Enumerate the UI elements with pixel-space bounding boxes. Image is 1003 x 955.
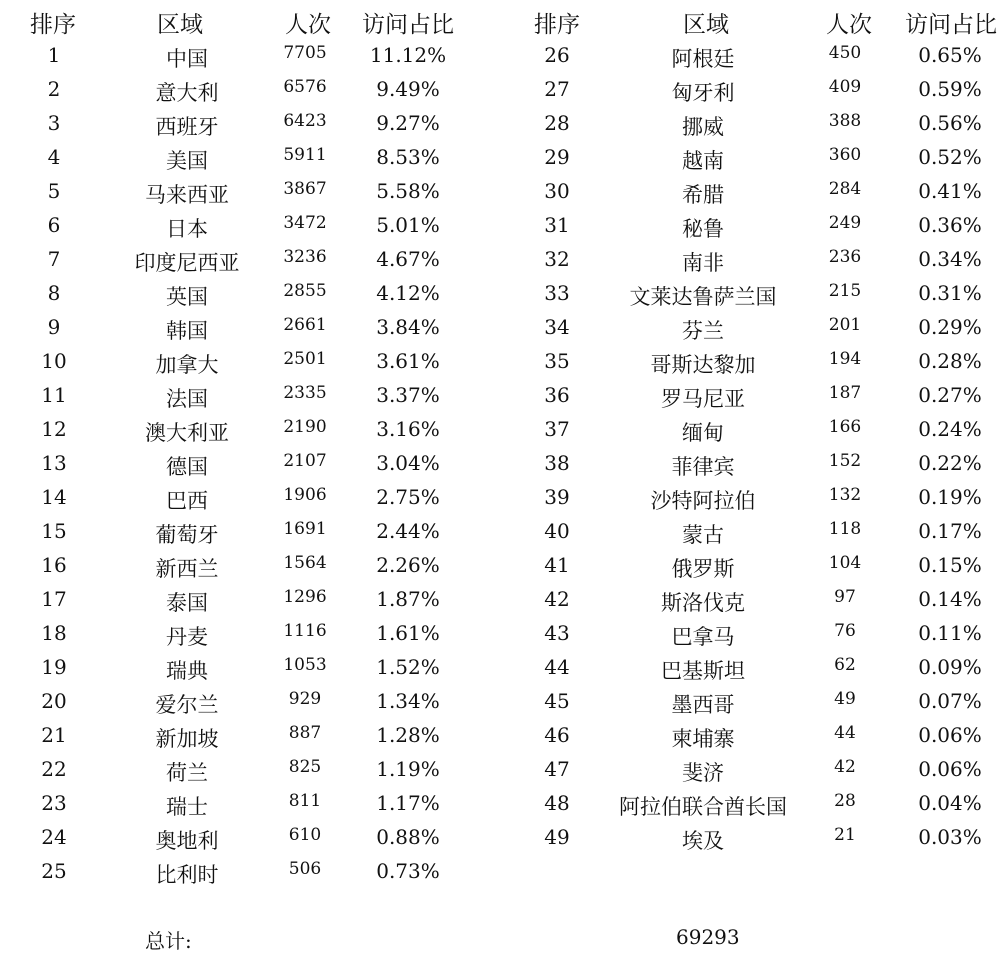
visits-cell: 1053 xyxy=(283,655,327,675)
share-cell: 0.59% xyxy=(918,77,982,101)
share-cell: 1.61% xyxy=(376,621,440,645)
rank-cell: 39 xyxy=(544,485,570,509)
region-cell: 日本 xyxy=(166,217,208,241)
rank-cell: 34 xyxy=(544,315,570,339)
visits-cell: 166 xyxy=(828,417,862,437)
rank-cell: 48 xyxy=(544,791,570,815)
visits-cell: 62 xyxy=(834,655,856,675)
share-cell: 8.53% xyxy=(376,145,440,169)
region-cell: 泰国 xyxy=(166,591,208,615)
region-cell: 印度尼西亚 xyxy=(134,251,240,275)
rank-cell: 42 xyxy=(544,587,570,611)
region-cell: 哥斯达黎加 xyxy=(650,353,756,377)
share-cell: 3.04% xyxy=(376,451,440,475)
share-cell: 2.26% xyxy=(376,553,440,577)
region-cell: 新西兰 xyxy=(155,557,219,581)
rank-cell: 46 xyxy=(544,723,570,747)
visits-cell: 201 xyxy=(828,315,862,335)
region-cell: 韩国 xyxy=(166,319,208,343)
rank-cell: 41 xyxy=(544,553,570,577)
region-cell: 柬埔寨 xyxy=(671,727,735,751)
left-header-region: 区域 xyxy=(157,12,203,38)
region-cell: 法国 xyxy=(166,387,208,411)
region-cell: 秘鲁 xyxy=(682,217,724,241)
share-cell: 4.67% xyxy=(376,247,440,271)
region-cell: 希腊 xyxy=(682,183,724,207)
left-header-rank: 排序 xyxy=(30,12,76,38)
visits-cell: 118 xyxy=(828,519,862,539)
visits-cell: 49 xyxy=(834,689,856,709)
region-cell: 加拿大 xyxy=(155,353,219,377)
region-cell: 瑞典 xyxy=(166,659,208,683)
share-cell: 0.19% xyxy=(918,485,982,509)
share-cell: 0.06% xyxy=(918,723,982,747)
rank-cell: 8 xyxy=(47,281,61,305)
region-cell: 菲律宾 xyxy=(671,455,735,479)
left-header-visits: 人次 xyxy=(285,12,331,38)
share-cell: 0.22% xyxy=(918,451,982,475)
visits-cell: 2855 xyxy=(283,281,327,301)
visits-cell: 6423 xyxy=(283,111,327,131)
share-cell: 0.14% xyxy=(918,587,982,611)
region-cell: 荷兰 xyxy=(166,761,208,785)
rank-cell: 36 xyxy=(544,383,570,407)
visits-cell: 21 xyxy=(834,825,856,845)
visits-cell: 236 xyxy=(828,247,862,267)
share-cell: 0.24% xyxy=(918,417,982,441)
region-cell: 德国 xyxy=(166,455,208,479)
region-cell: 阿拉伯联合酋长国 xyxy=(619,795,787,819)
share-cell: 0.56% xyxy=(918,111,982,135)
rank-cell: 17 xyxy=(41,587,67,611)
rank-cell: 47 xyxy=(544,757,570,781)
visits-cell: 3867 xyxy=(283,179,327,199)
rank-cell: 1 xyxy=(47,43,61,67)
rank-cell: 38 xyxy=(544,451,570,475)
visits-cell: 409 xyxy=(828,77,862,97)
region-cell: 葡萄牙 xyxy=(155,523,219,547)
visits-cell: 132 xyxy=(828,485,862,505)
share-cell: 0.06% xyxy=(918,757,982,781)
total-value: 69293 xyxy=(676,925,740,949)
rank-cell: 35 xyxy=(544,349,570,373)
rank-cell: 19 xyxy=(41,655,67,679)
visits-cell: 5911 xyxy=(283,145,327,165)
region-cell: 匈牙利 xyxy=(671,81,735,105)
share-cell: 1.87% xyxy=(376,587,440,611)
visits-cell: 194 xyxy=(828,349,862,369)
share-cell: 1.19% xyxy=(376,757,440,781)
visits-cell: 1296 xyxy=(283,587,327,607)
region-cell: 中国 xyxy=(166,47,208,71)
rank-cell: 11 xyxy=(41,383,67,407)
share-cell: 9.27% xyxy=(376,111,440,135)
region-cell: 阿根廷 xyxy=(671,47,735,71)
region-cell: 斐济 xyxy=(682,761,724,785)
visits-cell: 360 xyxy=(828,145,862,165)
region-cell: 斯洛伐克 xyxy=(661,591,745,615)
region-cell: 爱尔兰 xyxy=(155,693,219,717)
rank-cell: 27 xyxy=(544,77,570,101)
visits-cell: 450 xyxy=(828,43,862,63)
region-cell: 埃及 xyxy=(682,829,724,853)
share-cell: 1.52% xyxy=(376,655,440,679)
visits-cell: 1906 xyxy=(283,485,327,505)
share-cell: 1.17% xyxy=(376,791,440,815)
visits-cell: 6576 xyxy=(283,77,327,97)
region-cell: 丹麦 xyxy=(166,625,208,649)
rank-cell: 20 xyxy=(41,689,67,713)
rank-cell: 37 xyxy=(544,417,570,441)
rank-cell: 45 xyxy=(544,689,570,713)
rank-cell: 22 xyxy=(41,757,67,781)
rank-cell: 9 xyxy=(47,315,61,339)
region-cell: 文莱达鲁萨兰国 xyxy=(629,285,777,309)
share-cell: 9.49% xyxy=(376,77,440,101)
region-cell: 罗马尼亚 xyxy=(661,387,745,411)
visits-cell: 42 xyxy=(834,757,856,777)
rank-cell: 14 xyxy=(41,485,67,509)
visits-cell: 2501 xyxy=(283,349,327,369)
region-cell: 澳大利亚 xyxy=(145,421,229,445)
region-cell: 巴拿马 xyxy=(671,625,735,649)
region-cell: 蒙古 xyxy=(682,523,724,547)
visits-cell: 2107 xyxy=(283,451,327,471)
visits-cell: 187 xyxy=(828,383,862,403)
rank-cell: 6 xyxy=(47,213,61,237)
share-cell: 0.88% xyxy=(376,825,440,849)
rank-cell: 21 xyxy=(41,723,67,747)
right-header-share: 访问占比 xyxy=(905,12,997,38)
share-cell: 5.58% xyxy=(376,179,440,203)
visits-cell: 3472 xyxy=(283,213,327,233)
share-cell: 0.36% xyxy=(918,213,982,237)
share-cell: 0.04% xyxy=(918,791,982,815)
rank-cell: 3 xyxy=(47,111,61,135)
rank-cell: 24 xyxy=(41,825,67,849)
share-cell: 3.61% xyxy=(376,349,440,373)
rank-cell: 7 xyxy=(47,247,61,271)
rank-cell: 18 xyxy=(41,621,67,645)
visits-cell: 388 xyxy=(828,111,862,131)
rank-cell: 25 xyxy=(41,859,67,883)
region-cell: 奥地利 xyxy=(155,829,219,853)
rank-cell: 26 xyxy=(544,43,570,67)
visits-cell: 811 xyxy=(288,791,322,811)
rank-cell: 49 xyxy=(544,825,570,849)
region-cell: 缅甸 xyxy=(682,421,724,445)
region-cell: 马来西亚 xyxy=(145,183,229,207)
region-cell: 英国 xyxy=(166,285,208,309)
visits-cell: 610 xyxy=(288,825,322,845)
visits-cell: 825 xyxy=(288,757,322,777)
rank-cell: 12 xyxy=(41,417,67,441)
visits-cell: 3236 xyxy=(283,247,327,267)
share-cell: 0.31% xyxy=(918,281,982,305)
region-cell: 意大利 xyxy=(155,81,219,105)
share-cell: 0.17% xyxy=(918,519,982,543)
visits-cell: 97 xyxy=(834,587,856,607)
share-cell: 0.28% xyxy=(918,349,982,373)
rank-cell: 44 xyxy=(544,655,570,679)
share-cell: 0.73% xyxy=(376,859,440,883)
share-cell: 0.15% xyxy=(918,553,982,577)
region-cell: 瑞士 xyxy=(166,795,208,819)
share-cell: 0.09% xyxy=(918,655,982,679)
share-cell: 0.11% xyxy=(918,621,982,645)
share-cell: 4.12% xyxy=(376,281,440,305)
visits-cell: 506 xyxy=(288,859,322,879)
share-cell: 0.52% xyxy=(918,145,982,169)
share-cell: 2.44% xyxy=(376,519,440,543)
region-cell: 巴基斯坦 xyxy=(661,659,745,683)
left-header-share: 访问占比 xyxy=(362,12,454,38)
region-cell: 西班牙 xyxy=(155,115,219,139)
share-cell: 0.65% xyxy=(918,43,982,67)
visits-cell: 1116 xyxy=(283,621,327,641)
visits-cell: 7705 xyxy=(283,43,327,63)
visits-cell: 1691 xyxy=(283,519,327,539)
share-cell: 2.75% xyxy=(376,485,440,509)
total-label: 总计: xyxy=(145,929,192,953)
visits-cell: 28 xyxy=(834,791,856,811)
rank-cell: 29 xyxy=(544,145,570,169)
share-cell: 11.12% xyxy=(369,43,447,67)
rank-cell: 10 xyxy=(41,349,67,373)
rank-cell: 5 xyxy=(47,179,61,203)
share-cell: 3.84% xyxy=(376,315,440,339)
share-cell: 0.34% xyxy=(918,247,982,271)
rank-cell: 33 xyxy=(544,281,570,305)
visits-cell: 284 xyxy=(828,179,862,199)
share-cell: 1.34% xyxy=(376,689,440,713)
share-cell: 3.37% xyxy=(376,383,440,407)
right-header-visits: 人次 xyxy=(826,12,872,38)
visits-cell: 887 xyxy=(288,723,322,743)
rank-cell: 32 xyxy=(544,247,570,271)
visits-cell: 2190 xyxy=(283,417,327,437)
region-cell: 比利时 xyxy=(155,863,219,887)
share-cell: 1.28% xyxy=(376,723,440,747)
visits-cell: 2335 xyxy=(283,383,327,403)
visits-cell: 104 xyxy=(828,553,862,573)
visits-cell: 215 xyxy=(828,281,862,301)
region-cell: 俄罗斯 xyxy=(671,557,735,581)
rank-cell: 2 xyxy=(47,77,61,101)
region-cell: 巴西 xyxy=(166,489,208,513)
rank-cell: 31 xyxy=(544,213,570,237)
region-cell: 新加坡 xyxy=(155,727,219,751)
rank-cell: 4 xyxy=(47,145,61,169)
share-cell: 5.01% xyxy=(376,213,440,237)
visits-cell: 1564 xyxy=(283,553,327,573)
visits-cell: 44 xyxy=(834,723,856,743)
share-cell: 0.41% xyxy=(918,179,982,203)
visits-cell: 929 xyxy=(288,689,322,709)
rank-cell: 23 xyxy=(41,791,67,815)
right-header-rank: 排序 xyxy=(534,12,580,38)
share-cell: 0.27% xyxy=(918,383,982,407)
rank-cell: 13 xyxy=(41,451,67,475)
region-cell: 美国 xyxy=(166,149,208,173)
region-cell: 沙特阿拉伯 xyxy=(650,489,756,513)
region-cell: 南非 xyxy=(682,251,724,275)
visits-cell: 249 xyxy=(828,213,862,233)
rank-cell: 30 xyxy=(544,179,570,203)
rank-cell: 16 xyxy=(41,553,67,577)
region-cell: 墨西哥 xyxy=(671,693,735,717)
rank-cell: 40 xyxy=(544,519,570,543)
region-cell: 挪威 xyxy=(682,115,724,139)
share-cell: 0.07% xyxy=(918,689,982,713)
region-cell: 芬兰 xyxy=(682,319,724,343)
share-cell: 3.16% xyxy=(376,417,440,441)
right-header-region: 区域 xyxy=(683,12,729,38)
rank-cell: 28 xyxy=(544,111,570,135)
rank-cell: 43 xyxy=(544,621,570,645)
visits-cell: 76 xyxy=(834,621,856,641)
share-cell: 0.03% xyxy=(918,825,982,849)
visits-cell: 152 xyxy=(828,451,862,471)
rank-cell: 15 xyxy=(41,519,67,543)
region-cell: 越南 xyxy=(682,149,724,173)
share-cell: 0.29% xyxy=(918,315,982,339)
visits-cell: 2661 xyxy=(283,315,327,335)
